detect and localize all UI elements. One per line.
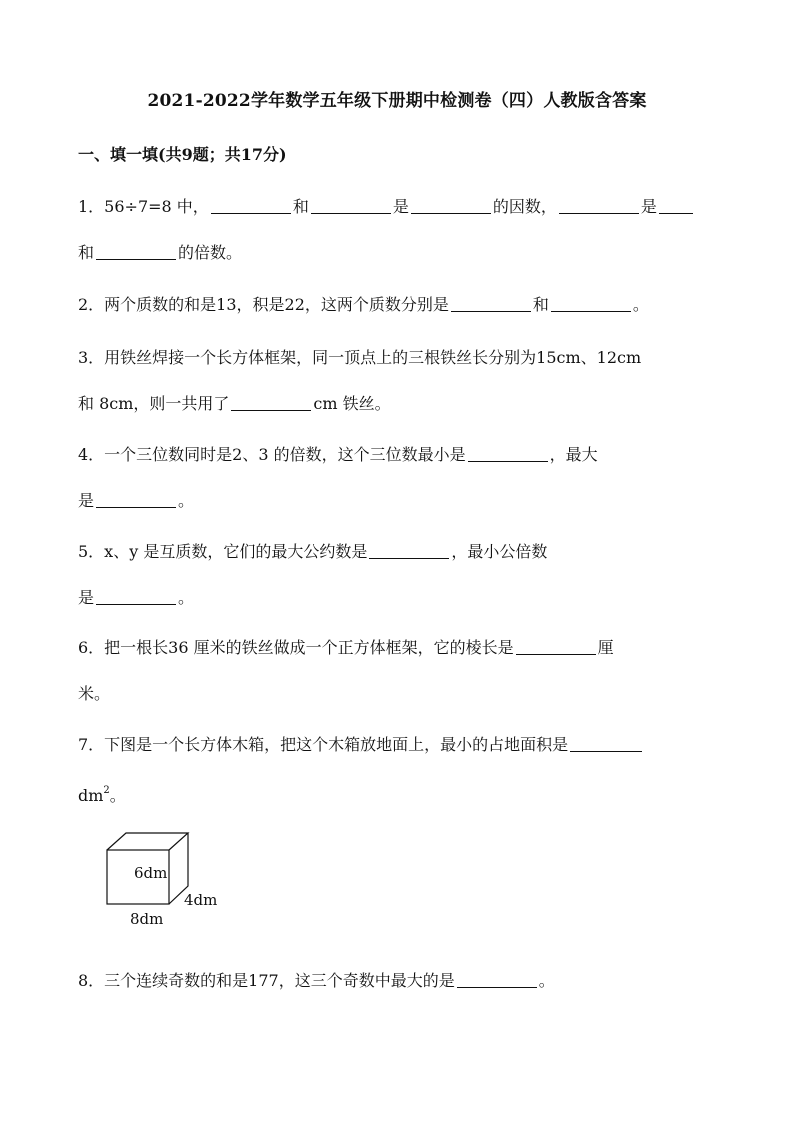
q1-text-c: 是 bbox=[392, 197, 409, 216]
section-heading: 一、填一填(共9题；共17分) bbox=[78, 145, 287, 164]
q3-text-c: cm 铁丝。 bbox=[313, 394, 391, 413]
q1-blank-6[interactable] bbox=[96, 241, 176, 260]
q7-text-a: 7．下图是一个长方体木箱，把这个木箱放地面上，最小的占地面积是 bbox=[78, 735, 569, 754]
q6-blank-1[interactable] bbox=[516, 636, 596, 655]
cuboid-top-face bbox=[107, 833, 188, 850]
q1-text-d: 的因数， bbox=[492, 197, 557, 216]
q1-blank-1[interactable] bbox=[211, 195, 291, 214]
q4-text-d: 。 bbox=[178, 491, 195, 510]
label-height: 6dm bbox=[134, 864, 168, 882]
question-3 bbox=[78, 335, 718, 427]
q6-text-a: 6．把一根长36 厘米的铁丝做成一个正方体框架，它的棱长是 bbox=[78, 638, 514, 657]
q4-blank-2[interactable] bbox=[96, 489, 176, 508]
question-1 bbox=[78, 184, 718, 276]
q3-blank-1[interactable] bbox=[231, 392, 311, 411]
question-8 bbox=[78, 958, 718, 1004]
q5-text-c: 是 bbox=[78, 588, 95, 607]
question-7 bbox=[78, 722, 718, 819]
question-4 bbox=[78, 432, 718, 524]
q8-text-a: 8．三个连续奇数的和是177，这三个奇数中最大的是 bbox=[78, 971, 455, 990]
q7-unit-exponent: 2 bbox=[103, 785, 110, 796]
q5-blank-1[interactable] bbox=[369, 540, 449, 559]
q5-text-a: 5．x、y 是互质数，它们的最大公约数是 bbox=[78, 542, 368, 561]
cuboid-drawing bbox=[100, 828, 230, 933]
q1-text-g: 的倍数。 bbox=[178, 243, 243, 262]
q1-blank-2[interactable] bbox=[311, 195, 391, 214]
q5-text-b: ，最小公倍数 bbox=[451, 542, 548, 561]
q1-text-e: 是 bbox=[640, 197, 657, 216]
q7-text-b: 。 bbox=[109, 786, 126, 805]
q2-text-b: 和 bbox=[532, 295, 549, 314]
q1-blank-5[interactable] bbox=[659, 195, 693, 214]
q1-blank-4[interactable] bbox=[559, 195, 639, 214]
q2-text-a: 2．两个质数的和是13，积是22，这两个质数分别是 bbox=[78, 295, 449, 314]
q3-text-a: 3．用铁丝焊接一个长方体框架，同一顶点上的三根铁丝长分别为15cm、12cm bbox=[78, 348, 642, 367]
q1-text-a: 1．56÷7=8 中， bbox=[78, 197, 209, 216]
question-5 bbox=[78, 529, 718, 621]
q2-blank-2[interactable] bbox=[551, 293, 631, 312]
q2-text-c: 。 bbox=[632, 295, 649, 314]
q7-unit: dm bbox=[78, 786, 104, 805]
q3-text-b: 和 8cm，则一共用了 bbox=[78, 394, 230, 413]
q4-text-b: ，最大 bbox=[549, 445, 598, 464]
document-title: 2021-2022学年数学五年级下册期中检测卷（四）人教版含答案 bbox=[147, 91, 647, 111]
q1-text-f: 和 bbox=[78, 243, 95, 262]
q5-text-d: 。 bbox=[178, 588, 195, 607]
q5-blank-2[interactable] bbox=[96, 586, 176, 605]
q6-text-b: 厘 bbox=[597, 638, 614, 657]
q2-blank-1[interactable] bbox=[451, 293, 531, 312]
question-2 bbox=[78, 282, 718, 328]
q1-text-b: 和 bbox=[292, 197, 309, 216]
q8-blank-1[interactable] bbox=[457, 969, 537, 988]
q4-text-c: 是 bbox=[78, 491, 95, 510]
question-6 bbox=[78, 625, 718, 717]
q6-text-c: 米。 bbox=[78, 684, 111, 703]
cuboid-figure bbox=[100, 828, 230, 937]
q1-blank-3[interactable] bbox=[411, 195, 491, 214]
q4-text-a: 4．一个三位数同时是2、3 的倍数，这个三位数最小是 bbox=[78, 445, 466, 464]
label-depth: 4dm bbox=[184, 891, 218, 909]
q7-blank-1[interactable] bbox=[570, 733, 642, 752]
q8-text-b: 。 bbox=[538, 971, 555, 990]
q4-blank-1[interactable] bbox=[468, 443, 548, 462]
label-length: 8dm bbox=[130, 910, 164, 928]
